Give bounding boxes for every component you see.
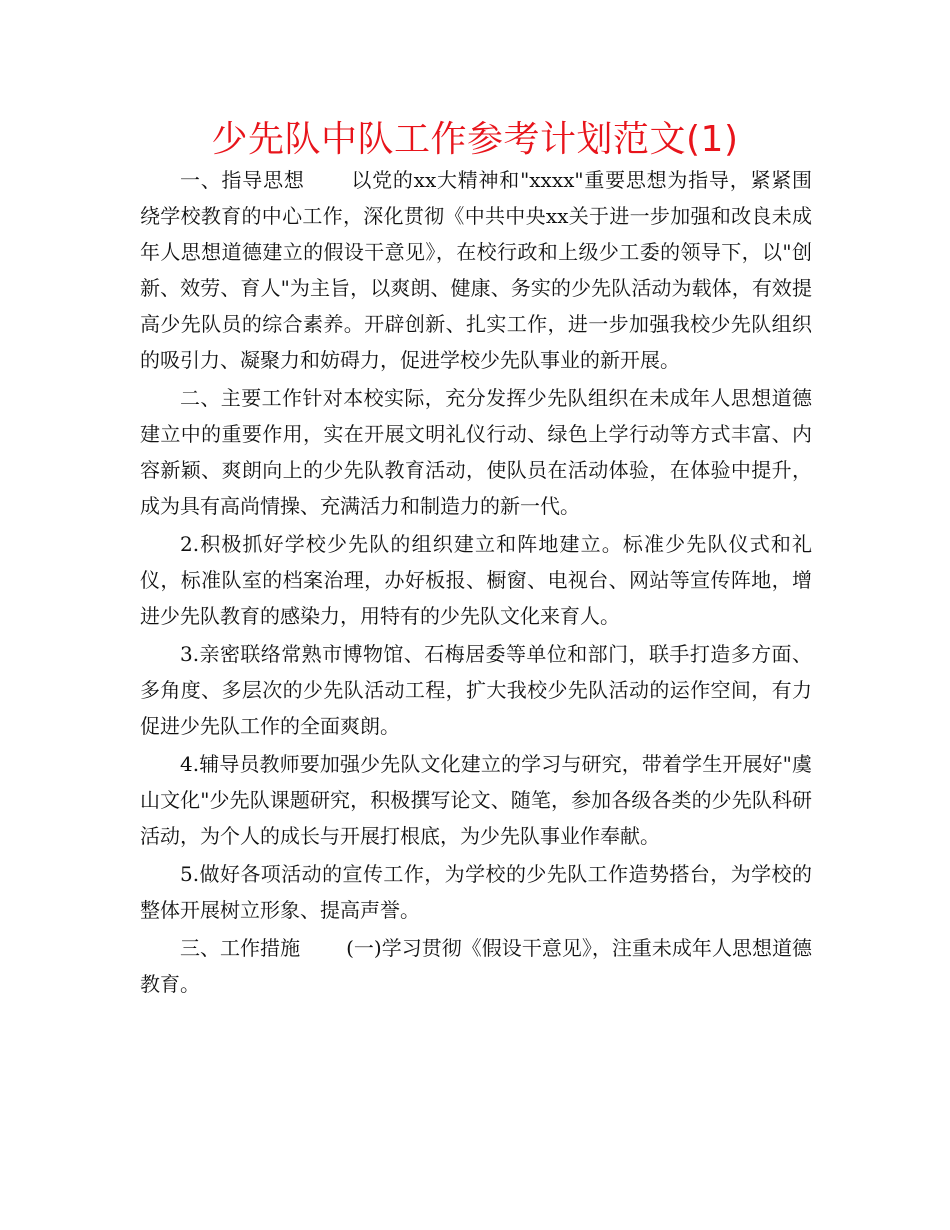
paragraph-item-4 <box>140 746 812 854</box>
paragraph-guiding-ideology <box>140 162 812 378</box>
document-title: 少先队中队工作参考计划范文(1) <box>211 119 739 160</box>
paragraph-text: 2.积极抓好学校少先队的组织建立和阵地建立。标准少先队仪式和礼仪，标准队室的档案治理，办好板报、橱窗、电视台、网站等宣传阵地，增进少先队教育的感染力，用特有的少先队文化来育人。 <box>140 532 812 628</box>
paragraph-text: 二、主要工作针对本校实际，充分发挥少先队组织在未成年人思想道德建立中的重要作用，实在开展文明礼仪行动、绿色上学行动等方式丰富、内容新颖、爽朗向上的少先队教育活动，使队员在活动体验，在体验中提升，成为具有高尚情操、充满活力和制造力的新一代。 <box>140 386 812 518</box>
paragraph-main-work <box>140 380 812 524</box>
paragraph-text: (一)学习贯彻《假设干意见》，注重未成年人思想道德教育。 <box>140 936 812 996</box>
paragraph-text: 3.亲密联络常熟市博物馆、石梅居委等单位和部门，联手打造多方面、多角度、多层次的少先队活动工程，扩大我校少先队活动的运作空间，有力促进少先队工作的全面爽朗。 <box>140 642 812 738</box>
paragraph-text: 以党的xx大精神和"xxxx"重要思想为指导，紧紧围绕学校教育的中心工作，深化贯彻《中共中央xx关于进一步加强和改良未成年人思想道德建立的假设干意见》，在校行政和上级少工委的领导下，以"创新、效劳、育人"为主旨，以爽朗、健康、务实的少先队活动为载体，有效提高少先队员的综合素养。开辟创新、扎实工作，进一步加强我校少先队组织的吸引力、凝聚力和妨碍力，促进学校少先队事业的新开展。 <box>140 168 813 372</box>
paragraph-item-5 <box>140 856 812 928</box>
paragraph-item-3 <box>140 636 812 744</box>
section-heading: 一、指导思想 <box>180 168 305 192</box>
paragraph-text: 4.辅导员教师要加强少先队文化建立的学习与研究，带着学生开展好"虞山文化"少先队课题研究，积极撰写论文、随笔，参加各级各类的少先队科研活动，为个人的成长与开展打根底，为少先队事业作奉献。 <box>140 752 812 848</box>
section-heading: 三、工作措施 <box>180 936 301 960</box>
paragraph-work-measures <box>140 930 812 1002</box>
document-body <box>140 162 812 1004</box>
paragraph-item-2 <box>140 526 812 634</box>
paragraph-text: 5.做好各项活动的宣传工作，为学校的少先队工作造势搭台，为学校的整体开展树立形象、提高声誉。 <box>140 862 812 922</box>
